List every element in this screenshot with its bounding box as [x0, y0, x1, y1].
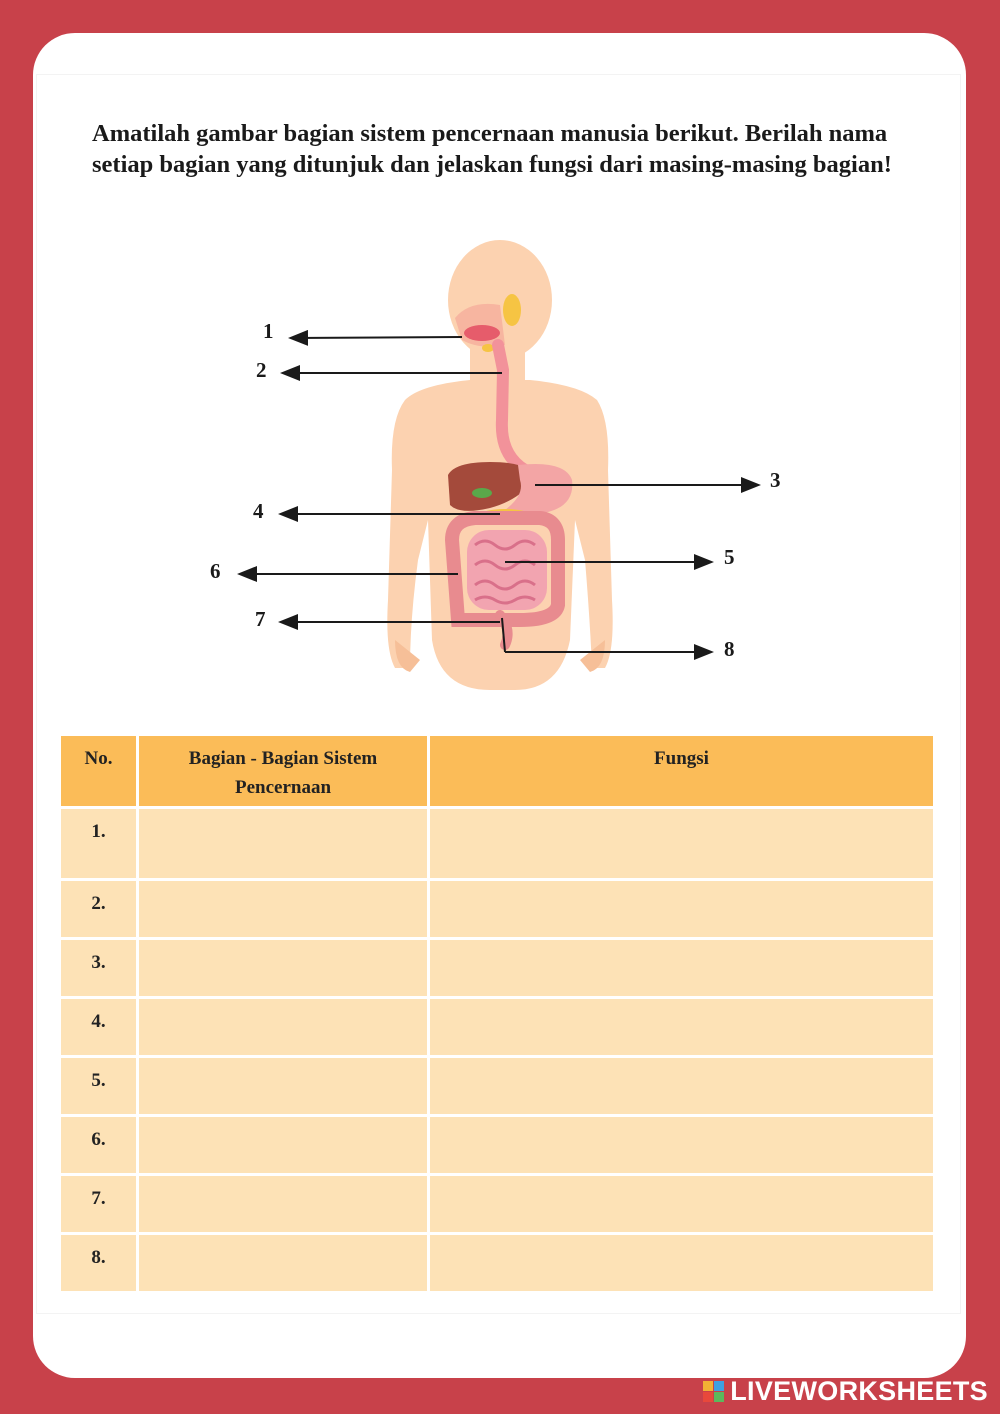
table-row — [61, 1235, 933, 1291]
header-no: No. — [61, 736, 136, 806]
function-answer-cell[interactable] — [430, 809, 933, 878]
liveworksheets-wordmark: LIVEWORKSHEETS — [730, 1375, 988, 1406]
function-answer-cell[interactable] — [430, 1058, 933, 1114]
row-number: 2. — [61, 881, 136, 937]
row-number: 1. — [61, 809, 136, 878]
liveworksheets-branding[interactable] — [703, 1376, 988, 1406]
liveworksheets-logo-icon — [703, 1381, 724, 1402]
table-row — [61, 999, 933, 1055]
header-part-line2: Pencernaan — [234, 777, 332, 798]
header-part — [139, 736, 427, 806]
diagram-label-7: 7 — [255, 607, 266, 631]
row-number: 5. — [61, 1058, 136, 1114]
table-row — [61, 940, 933, 996]
row-number: 7. — [61, 1176, 136, 1232]
table-row — [61, 1117, 933, 1173]
diagram-label-6: 6 — [210, 559, 221, 583]
logo-square — [714, 1392, 724, 1402]
table-row — [61, 1058, 933, 1114]
small-intestine-illustration — [467, 530, 547, 610]
arrow-1 — [292, 337, 462, 338]
diagram-label-2: 2 — [256, 358, 267, 382]
row-number: 8. — [61, 1235, 136, 1291]
logo-square — [714, 1381, 724, 1391]
part-answer-cell[interactable] — [139, 881, 427, 937]
gallbladder-illustration — [472, 488, 492, 498]
function-answer-cell[interactable] — [430, 940, 933, 996]
instruction-text: Amatilah gambar bagian sistem pencernaan manusia berikut. Berilah nama setiap bagian yang ditunjuk dan jelaskan fungsi dari masing-masing bagian! — [92, 120, 892, 178]
diagram-label-4: 4 — [253, 499, 264, 523]
part-answer-cell[interactable] — [139, 1058, 427, 1114]
part-answer-cell[interactable] — [139, 1117, 427, 1173]
row-number: 3. — [61, 940, 136, 996]
diagram-label-5: 5 — [724, 545, 735, 569]
table-row — [61, 881, 933, 937]
diagram-label-3: 3 — [770, 468, 781, 492]
diagram-label-1: 1 — [263, 319, 274, 343]
part-answer-cell[interactable] — [139, 999, 427, 1055]
table-row — [61, 809, 933, 878]
part-answer-cell[interactable] — [139, 809, 427, 878]
part-answer-cell[interactable] — [139, 940, 427, 996]
function-answer-cell[interactable] — [430, 881, 933, 937]
logo-square — [703, 1381, 713, 1391]
row-number: 4. — [61, 999, 136, 1055]
header-function: Fungsi — [430, 736, 933, 806]
answer-table — [58, 733, 936, 1294]
function-answer-cell[interactable] — [430, 999, 933, 1055]
header-part-line1: Bagian - Bagian Sistem — [188, 748, 378, 769]
part-answer-cell[interactable] — [139, 1235, 427, 1291]
function-answer-cell[interactable] — [430, 1117, 933, 1173]
function-answer-cell[interactable] — [430, 1235, 933, 1291]
function-answer-cell[interactable] — [430, 1176, 933, 1232]
table-row — [61, 1176, 933, 1232]
row-number: 6. — [61, 1117, 136, 1173]
logo-square — [703, 1392, 713, 1402]
part-answer-cell[interactable] — [139, 1176, 427, 1232]
diagram-label-8: 8 — [724, 637, 735, 661]
